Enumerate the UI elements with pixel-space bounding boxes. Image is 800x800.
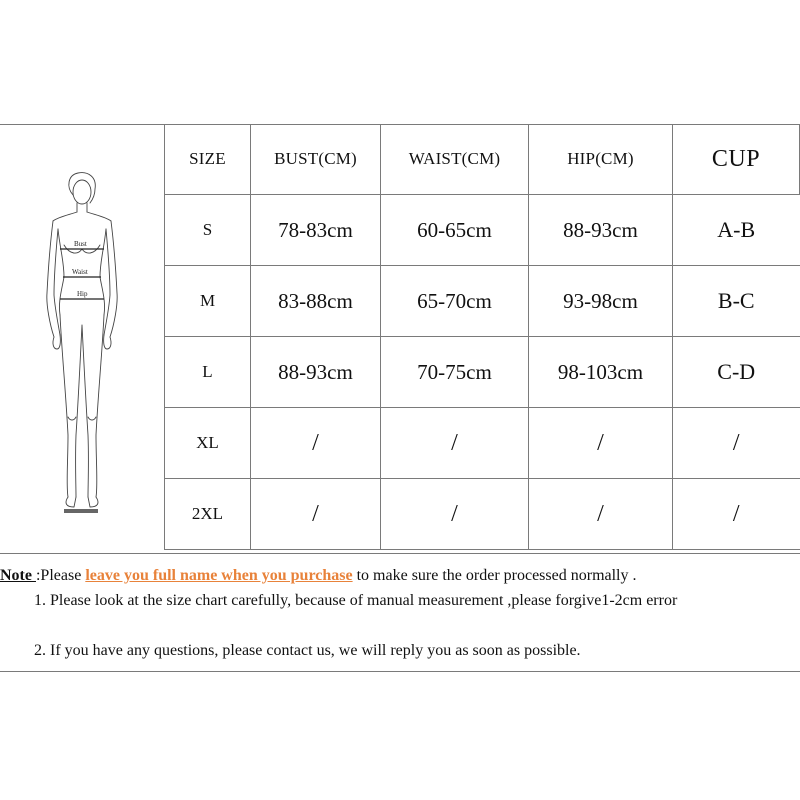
bust-cell: 88-93cm (251, 337, 381, 408)
waist-cell: 70-75cm (381, 337, 529, 408)
header-hip: HIP(CM) (529, 124, 673, 195)
hip-cell: 98-103cm (529, 337, 673, 408)
note-post-text: to make sure the order processed normally . (352, 567, 637, 584)
size-cell: XL (165, 408, 251, 479)
waist-cell: / (381, 408, 529, 479)
waist-cell: 60-65cm (381, 195, 529, 266)
bust-label: Bust (74, 240, 87, 248)
bust-cell: / (251, 408, 381, 479)
table-row (165, 408, 800, 479)
header-bust: BUST(CM) (251, 124, 381, 195)
waist-label: Waist (72, 268, 88, 276)
hip-cell: / (529, 408, 673, 479)
hip-cell: 88-93cm (529, 195, 673, 266)
waist-cell: 65-70cm (381, 266, 529, 337)
note-highlight: leave you full name when you purchase (85, 567, 353, 584)
note-label: Note (0, 567, 36, 584)
table-row (165, 266, 800, 337)
hip-label: Hip (77, 290, 88, 298)
cup-cell: B-C (673, 266, 800, 337)
bottom-divider (0, 671, 800, 672)
size-cell: S (165, 195, 251, 266)
note-item-1: 1. Please look at the size chart carefully, because of manual measurement ,please forgive1-2cm error (34, 592, 678, 609)
table-header-row (165, 124, 800, 195)
figure-watermark (64, 509, 98, 513)
size-cell: L (165, 337, 251, 408)
middle-divider (0, 553, 800, 554)
table-row (165, 337, 800, 408)
cup-cell: / (673, 408, 800, 479)
note-line (0, 563, 800, 588)
cup-cell: / (673, 479, 800, 550)
bust-cell: 78-83cm (251, 195, 381, 266)
note-item-2: 2. If you have any questions, please contact us, we will reply you as soon as possible. (34, 642, 581, 659)
notes-section (0, 563, 800, 663)
header-size: SIZE (165, 124, 251, 195)
cup-cell: C-D (673, 337, 800, 408)
size-cell: 2XL (165, 479, 251, 550)
note-pre-text: :Please (35, 567, 86, 584)
bust-cell: 83-88cm (251, 266, 381, 337)
hip-cell: 93-98cm (529, 266, 673, 337)
body-measurement-figure (30, 165, 135, 515)
waist-cell: / (381, 479, 529, 550)
table-row (165, 195, 800, 266)
header-cup: CUP (673, 124, 800, 195)
cup-cell: A-B (673, 195, 800, 266)
hip-cell: / (529, 479, 673, 550)
size-cell: M (165, 266, 251, 337)
bust-cell: / (251, 479, 381, 550)
header-waist: WAIST(CM) (381, 124, 529, 195)
size-table (164, 124, 800, 550)
table-row (165, 479, 800, 550)
